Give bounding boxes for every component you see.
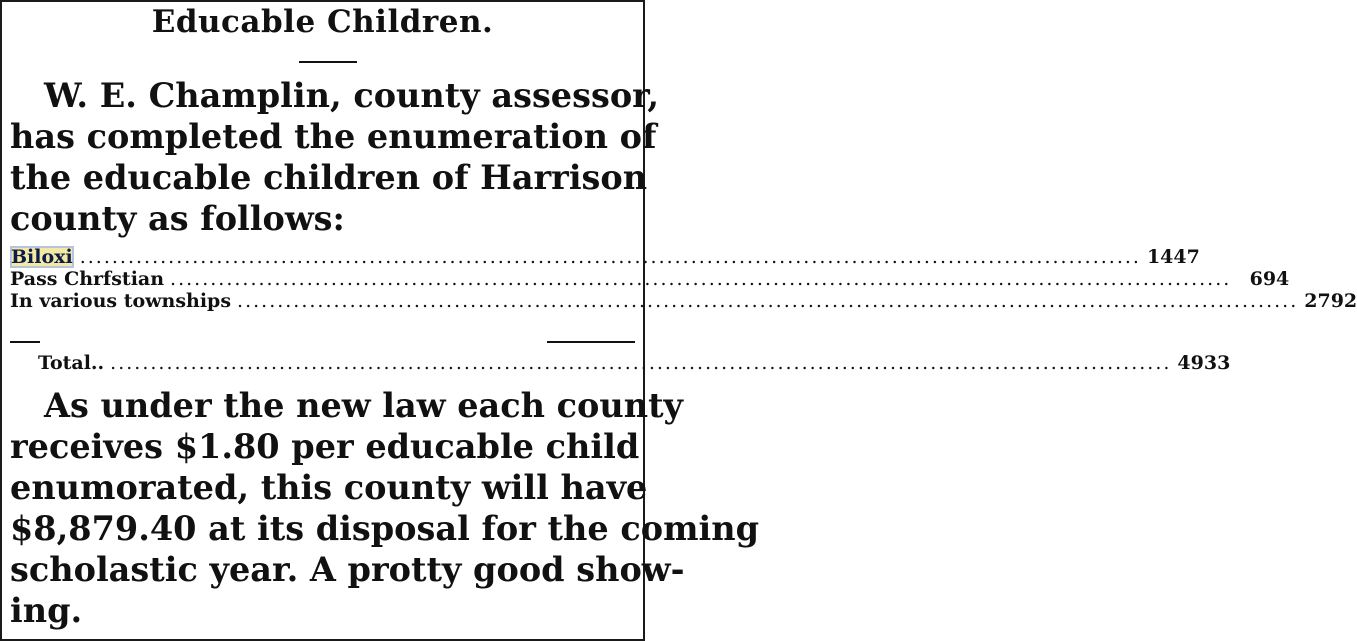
total-row bbox=[38, 352, 1231, 374]
closing-line: As under the new law each county bbox=[44, 386, 684, 425]
closing-line: enumorated, this county will have bbox=[10, 468, 648, 507]
leader-dots bbox=[237, 290, 1298, 312]
leader-dots bbox=[170, 268, 1231, 290]
total-rule bbox=[10, 341, 40, 343]
closing-line: receives $1.80 per educable child bbox=[10, 427, 640, 466]
row-label-townships: In various townships bbox=[10, 290, 232, 312]
total-value: 4933 bbox=[1177, 352, 1231, 374]
total-rule bbox=[547, 341, 635, 343]
table-row bbox=[10, 246, 1200, 268]
leader-dots bbox=[80, 246, 1141, 268]
enumeration-table bbox=[10, 246, 1357, 312]
article-headline: Educable Children. bbox=[151, 4, 494, 40]
intro-line: county as follows: bbox=[10, 199, 345, 238]
closing-paragraph bbox=[10, 385, 760, 631]
table-row bbox=[10, 268, 1290, 290]
closing-line: scholastic year. A protty good show- bbox=[10, 550, 685, 589]
intro-line: the educable children of Harrison bbox=[10, 158, 648, 197]
row-value: 694 bbox=[1249, 268, 1290, 290]
row-label-biloxi: Biloxi bbox=[11, 246, 73, 268]
headline-divider bbox=[299, 61, 357, 63]
total-label: Total.. bbox=[38, 352, 105, 374]
closing-line: ing. bbox=[10, 591, 83, 630]
intro-line: has completed the enumeration of bbox=[10, 117, 657, 156]
intro-paragraph bbox=[10, 75, 660, 239]
row-label-pass-christian: Pass Chrfstian bbox=[10, 268, 165, 290]
intro-line: W. E. Champlin, county assessor, bbox=[44, 76, 660, 115]
row-value: 1447 bbox=[1146, 246, 1200, 268]
closing-line: $8,879.40 at its disposal for the coming bbox=[10, 509, 760, 548]
leader-dots bbox=[110, 352, 1171, 374]
row-value: 2792 bbox=[1304, 290, 1357, 312]
table-row bbox=[10, 290, 1357, 312]
